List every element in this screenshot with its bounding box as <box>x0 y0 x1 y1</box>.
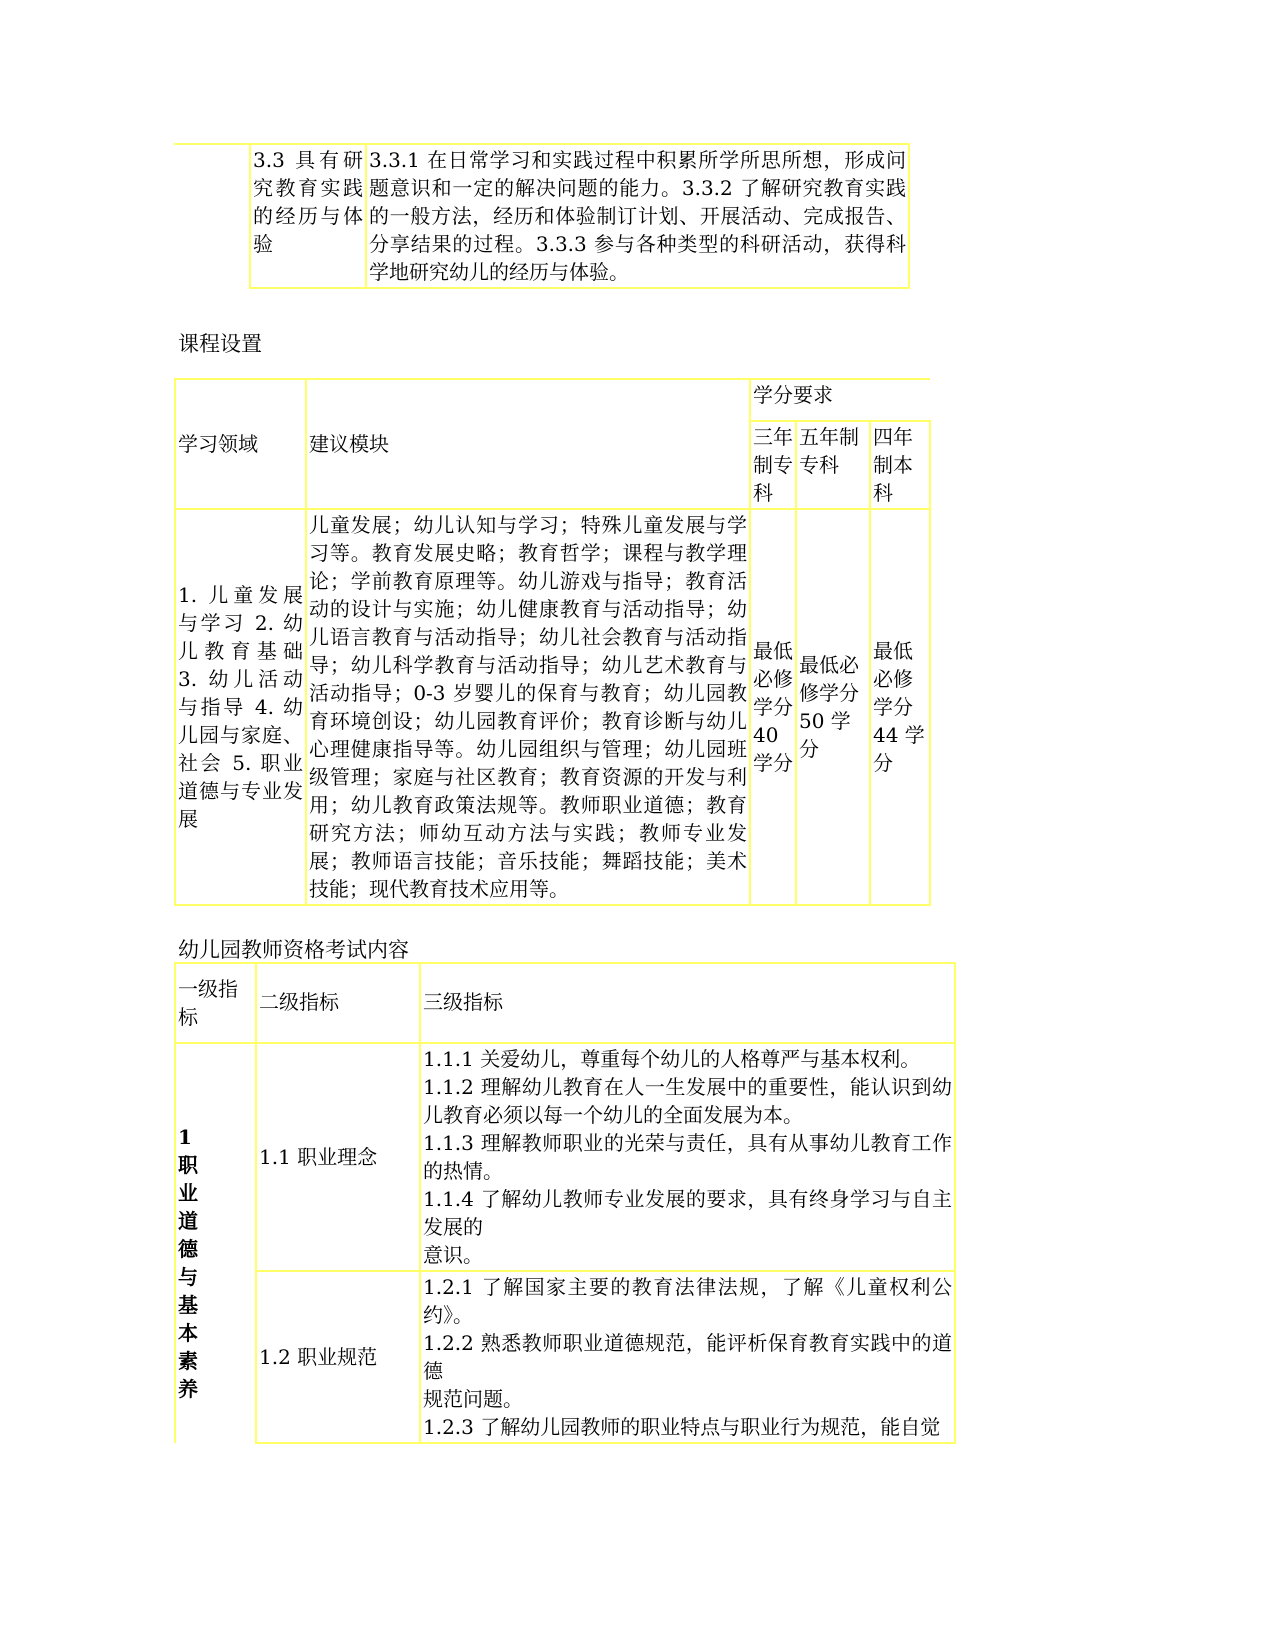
item-1-2-2-cont: 规范问题。 <box>423 1387 523 1411</box>
header-module: 建议模块 <box>306 379 750 509</box>
table-course-settings <box>174 378 931 906</box>
header-credit: 学分要求 <box>750 379 930 421</box>
level2-philosophy: 1.1 职业理念 <box>256 1043 420 1271</box>
header-level1: 一级指标 <box>175 963 256 1043</box>
level1-indicator <box>175 1043 256 1443</box>
section-title-course: 课程设置 <box>178 332 262 356</box>
credit-5yr: 最低必修学分 50 学分 <box>796 509 870 905</box>
item-1-1-3: 1.1.3 理解教师职业的光荣与责任，具有从事幼儿教育工作的热情。 <box>423 1131 952 1183</box>
header-3yr: 三年制专科 <box>750 421 796 509</box>
table-research-experience <box>174 143 910 289</box>
header-level2: 二级指标 <box>256 963 420 1043</box>
level3-philosophy <box>420 1043 955 1271</box>
study-areas: 1. 儿童发展与学习 2. 幼儿教育基础 3. 幼儿活动与指导 4. 幼儿园与家庭、社会 5. 职业道德与专业发展 <box>175 509 306 905</box>
header-area: 学习领域 <box>175 379 306 509</box>
header-5yr: 五年制专科 <box>796 421 870 509</box>
table1-indicator: 3.3 具有研究教育实践的经历与体验 <box>250 144 366 288</box>
credit-3yr: 最低必修学分 40 学分 <box>750 509 796 905</box>
item-1-1-2: 1.1.2 理解幼儿教育在人一生发展中的重要性，能认识到幼儿教育必须以每一个幼儿的全面发展为本。 <box>423 1075 952 1127</box>
item-1-2-3: 1.2.3 了解幼儿园教师的职业特点与职业行为规范，能自觉 <box>423 1415 941 1439</box>
header-level3: 三级指标 <box>420 963 955 1043</box>
header-4yr: 四年制本科 <box>870 421 930 509</box>
item-1-1-4: 1.1.4 了解幼儿教师专业发展的要求，具有终身学习与自主发展的 <box>423 1187 952 1239</box>
item-1-2-2: 1.2.2 熟悉教师职业道德规范，能评析保育教育实践中的道德 <box>423 1331 952 1383</box>
item-1-1-1: 1.1.1 关爱幼儿，尊重每个幼儿的人格尊严与基本权利。 <box>423 1047 921 1071</box>
credit-4yr: 最低必修学分 44 学分 <box>870 509 930 905</box>
table-exam-content <box>174 962 956 1444</box>
table1-description: 3.3.1 在日常学习和实践过程中积累所学所思所想，形成问题意识和一定的解决问题的能力。3.3.2 了解研究教育实践的一般方法，经历和体验制订计划、开展活动、完成报告、分享结果的过程。3.3.3 参与各种类型的科研活动，获得科学地研究幼儿的经历与体验。 <box>366 144 909 288</box>
item-1-1-4-cont: 意识。 <box>423 1243 483 1267</box>
item-1-2-1: 1.2.1 了解国家主要的教育法律法规，了解《儿童权利公约》。 <box>423 1275 952 1327</box>
level2-norms: 1.2 职业规范 <box>256 1271 420 1443</box>
suggested-modules: 儿童发展；幼儿认知与学习；特殊儿童发展与学习等。教育发展史略；教育哲学；课程与教学理论；学前教育原理等。幼儿游戏与指导；教育活动的设计与实施；幼儿健康教育与活动指导；幼儿语言教育与活动指导；幼儿社会教育与活动指导；幼儿科学教育与活动指导；幼儿艺术教育与活动指导；0-3 岁婴儿的保育与教育；幼儿园教育环境创设；幼儿园教育评价；教育诊断与幼儿心理健康指导等。幼儿园组织与管理；幼儿园班级管理；家庭与社区教育；教育资源的开发与利用；幼儿教育政策法规等。教师职业道德；教育研究方法；师幼互动方法与实践；教师专业发展；教师语言技能；音乐技能；舞蹈技能；美术技能；现代教育技术应用等。 <box>306 509 750 905</box>
table1-empty-cell <box>174 144 250 288</box>
section-title-exam: 幼儿园教师资格考试内容 <box>178 938 409 962</box>
level3-norms <box>420 1271 955 1443</box>
level1-label: 1 职业道德与基本素养 <box>178 1125 198 1401</box>
